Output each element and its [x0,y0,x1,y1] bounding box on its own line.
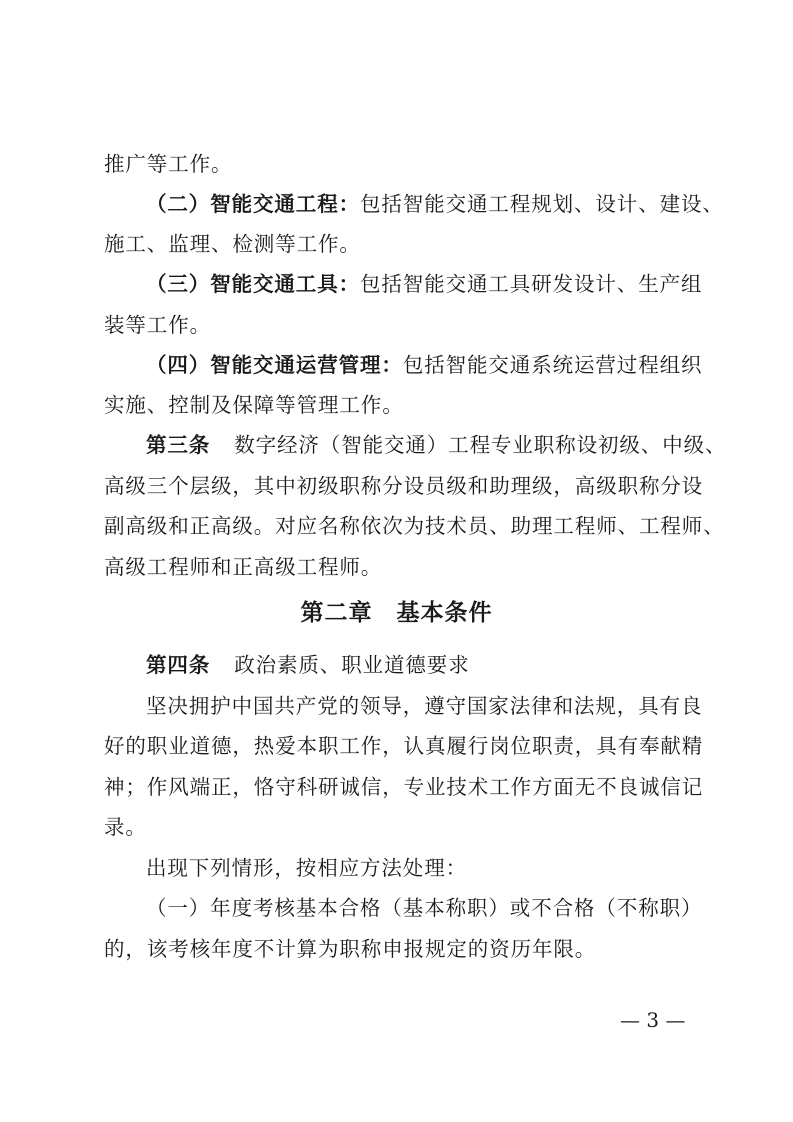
paragraph-line: 出现下列情形，按相应方法处理： [146,856,467,880]
paragraph-line: 录。 [104,815,147,839]
item-text: 包括智能交通工具研发设计、生产组 [360,272,703,296]
text-line: 副高级和正高级。对应名称依次为技术员、助理工程师、工程师、 [104,514,725,538]
paragraph-line: 神；作风端正，恪守科研诚信，专业技术工作方面无不良诚信记 [104,775,704,799]
list-item-3 [146,270,702,298]
text-line: 高级三个层级，其中初级职称分设员级和助理级，高级职称分设 [104,474,704,498]
article-label: 第四条 [146,653,211,677]
list-item-2 [146,190,724,218]
item-heading: （二）智能交通工程： [146,192,360,216]
chapter-title: 第二章 基本条件 [300,600,493,626]
article-4 [146,651,470,679]
paragraph-line: 好的职业道德，热爱本职工作，认真履行岗位职责，具有奉献精 [104,734,704,758]
paragraph-line: 坚决拥护中国共产党的领导，遵守国家法律和法规，具有良 [146,694,703,718]
article-text: 数字经济（智能交通）工程专业职称设初级、中级、 [234,433,727,457]
article-3 [146,431,726,459]
article-label: 第三条 [146,433,211,457]
text-line: 推广等工作。 [104,152,233,176]
text-line: 装等工作。 [104,313,211,337]
paragraph-line: （一）年度考核基本合格（基本称职）或不合格（不称职） [146,896,703,920]
text-line: 高级工程师和正高级工程师。 [104,555,383,579]
list-item-4 [146,351,702,379]
paragraph-line: 的，该考核年度不计算为职称申报规定的资历年限。 [104,937,597,961]
article-title: 政治素质、职业道德要求 [234,653,470,677]
text-line: 实施、控制及保障等管理工作。 [104,393,404,417]
item-heading: （三）智能交通工具： [146,272,360,296]
text-line: 施工、监理、检测等工作。 [104,232,361,256]
item-heading: （四）智能交通运营管理： [146,353,403,377]
page-number: — 3 — [620,1008,686,1032]
item-text: 包括智能交通系统运营过程组织 [402,353,703,377]
item-text: 包括智能交通工程规划、设计、建设、 [360,192,724,216]
